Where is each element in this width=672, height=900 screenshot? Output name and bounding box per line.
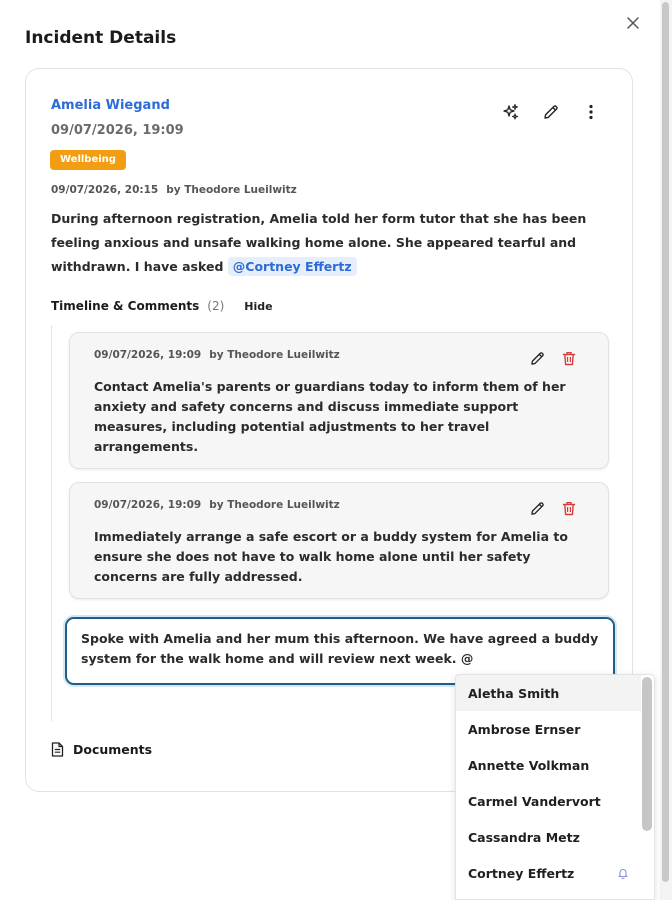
mention-suggestions-dropdown <box>455 674 655 900</box>
comment-actions <box>526 497 580 519</box>
mention-option[interactable] <box>456 747 641 783</box>
comment-card <box>69 482 609 599</box>
trash-icon <box>562 351 576 366</box>
bell-icon <box>617 867 629 879</box>
mention-option[interactable] <box>456 675 641 711</box>
more-vertical-icon <box>589 104 593 120</box>
timeline-rail <box>51 325 52 721</box>
student-name-link[interactable]: Amelia Wiegand <box>51 98 170 113</box>
mention-option-name: Aletha Smith <box>468 685 560 701</box>
pencil-icon <box>543 104 559 120</box>
comment-card <box>69 332 609 469</box>
incident-date: 09/07/2026, 19:09 <box>51 123 184 138</box>
mention-list <box>456 675 654 891</box>
comment-meta <box>94 349 340 361</box>
comment-text: Immediately arrange a safe escort or a buddy system for Amelia to ensure she does not have to walk home alone until her safety concerns are fully addressed. <box>94 529 568 584</box>
panel-scrollbar-thumb[interactable] <box>662 2 669 882</box>
documents-section[interactable] <box>51 742 152 757</box>
recorded-at: 09/07/2026, 20:15 <box>51 184 159 196</box>
page-title: Incident Details <box>25 28 177 48</box>
close-button[interactable] <box>622 12 644 34</box>
pencil-icon <box>530 351 545 366</box>
mention-option-name: Carmel Vandervort <box>468 793 601 809</box>
timeline-header <box>51 299 273 313</box>
pencil-icon <box>530 501 545 516</box>
mention-chip[interactable]: @Cortney Effertz <box>228 257 357 276</box>
comment-text: Contact Amelia's parents or guardians today to inform them of her anxiety and safety concerns and discuss immediate support measures, including potential adjustments to her travel arrangements. <box>94 379 566 454</box>
ai-assist-button[interactable] <box>500 101 522 123</box>
mention-option[interactable] <box>456 783 641 819</box>
incident-meta <box>51 184 297 196</box>
comment-input[interactable]: Spoke with Amelia and her mum this afternoon. We have agreed a buddy system for the walk home and will review next week. @ <box>65 617 615 685</box>
card-actions <box>500 101 602 123</box>
timeline-title: Timeline & Comments <box>51 299 200 313</box>
comment-meta <box>94 499 340 511</box>
mention-option[interactable] <box>456 855 641 891</box>
comment-author: by Theodore Lueilwitz <box>209 499 340 511</box>
mention-option-name: Annette Volkman <box>468 757 590 773</box>
comment-actions <box>526 347 580 369</box>
comment-author: by Theodore Lueilwitz <box>209 349 340 361</box>
mention-option[interactable] <box>456 711 641 747</box>
incident-description <box>51 207 596 279</box>
edit-incident-button[interactable] <box>540 101 562 123</box>
timeline-count: (2) <box>207 299 225 313</box>
close-icon <box>627 17 639 29</box>
sparkles-icon <box>502 103 520 121</box>
hide-timeline-button[interactable]: Hide <box>244 299 273 313</box>
trash-icon <box>562 501 576 516</box>
mention-option[interactable] <box>456 819 641 855</box>
edit-comment-button[interactable] <box>526 497 548 519</box>
description-text: During afternoon registration, Amelia told her form tutor that she has been feeling anxious and unsafe walking home alone. She appeared tearful and withdrawn. I have asked <box>51 211 587 274</box>
comment-date: 09/07/2026, 19:09 <box>94 499 202 511</box>
document-icon <box>51 742 64 757</box>
recorded-by: by Theodore Lueilwitz <box>166 184 297 196</box>
edit-comment-button[interactable] <box>526 347 548 369</box>
dropdown-scrollbar[interactable] <box>642 677 652 831</box>
category-badge: Wellbeing <box>50 150 126 170</box>
mention-option-name: Cortney Effertz <box>468 865 575 881</box>
documents-label: Documents <box>73 742 153 757</box>
delete-comment-button[interactable] <box>558 497 580 519</box>
mention-option-name: Cassandra Metz <box>468 829 580 845</box>
comment-date: 09/07/2026, 19:09 <box>94 349 202 361</box>
more-options-button[interactable] <box>580 101 602 123</box>
mention-option-name: Ambrose Ernser <box>468 721 581 737</box>
delete-comment-button[interactable] <box>558 347 580 369</box>
